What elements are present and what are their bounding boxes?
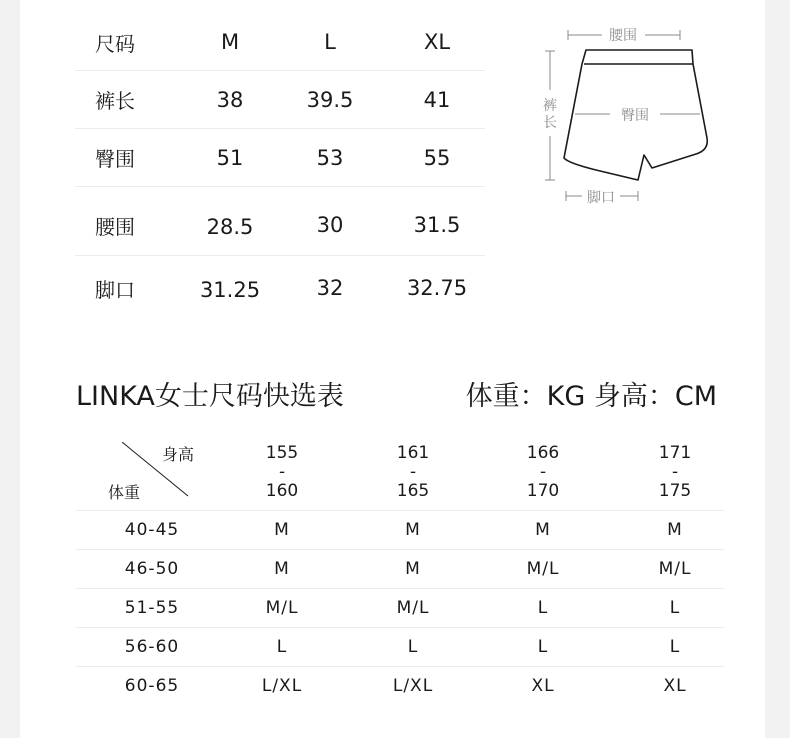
table-row: 60-65 L/XL L/XL XL XL	[124, 676, 687, 696]
size-row-label: 臀围	[95, 147, 135, 171]
size-row-length: 裤长 38 39.5 41	[75, 71, 485, 129]
height-range-bottom: 170	[526, 481, 560, 501]
height-range-separator: -	[671, 462, 679, 482]
quick-select-units: 体重：KG 身高：CM	[465, 381, 717, 412]
size-row-label: 脚口	[95, 278, 135, 302]
height-range-top: 166	[526, 443, 560, 463]
height-range-top: 161	[396, 443, 430, 463]
hip-label: 臀围	[621, 108, 649, 124]
quick-select-title: LINKA女士尺码快选表	[76, 381, 344, 412]
table-row: 56-60 L L L L	[76, 628, 724, 667]
size-table	[75, 0, 485, 313]
height-range-separator: -	[409, 462, 417, 482]
height-range-top: 171	[658, 443, 692, 463]
height-range-top: 155	[265, 443, 299, 463]
size-chart-page	[20, 0, 765, 738]
height-range-bottom: 165	[396, 481, 430, 501]
table-row: 51-55 M/L M/L L L	[76, 589, 724, 628]
height-range-bottom: 175	[658, 481, 692, 501]
table-row: 40-45 M M M M	[76, 511, 724, 550]
corner-weight-label: 体重	[108, 483, 141, 502]
table-row: 46-50 M M M/L M/L	[76, 550, 724, 589]
waist-label: 腰围	[609, 28, 637, 44]
length-label-1: 裤	[543, 98, 557, 114]
size-row-label: 腰围	[95, 215, 135, 239]
size-table-header: 尺码 M L XL	[75, 0, 485, 71]
size-row-waist: 腰围 28.5 30 31.5	[75, 187, 485, 256]
quick-select-header	[76, 432, 724, 511]
height-range-bottom: 160	[265, 481, 299, 501]
shorts-measurement-diagram	[510, 18, 740, 218]
quick-select-table	[76, 432, 724, 705]
size-row-label: 裤长	[95, 89, 135, 113]
size-row-hip: 臀围 51 53 55	[75, 129, 485, 187]
size-row-hem: 脚口 31.25 32 32.75	[95, 276, 468, 302]
height-range-separator: -	[539, 462, 547, 482]
height-range-separator: -	[278, 462, 286, 482]
length-label-2: 长	[543, 115, 557, 131]
shorts-diagram-svg	[510, 18, 740, 218]
hem-label: 脚口	[587, 190, 615, 206]
size-header-label: 尺码	[95, 32, 135, 56]
corner-height-label: 身高	[162, 445, 195, 464]
